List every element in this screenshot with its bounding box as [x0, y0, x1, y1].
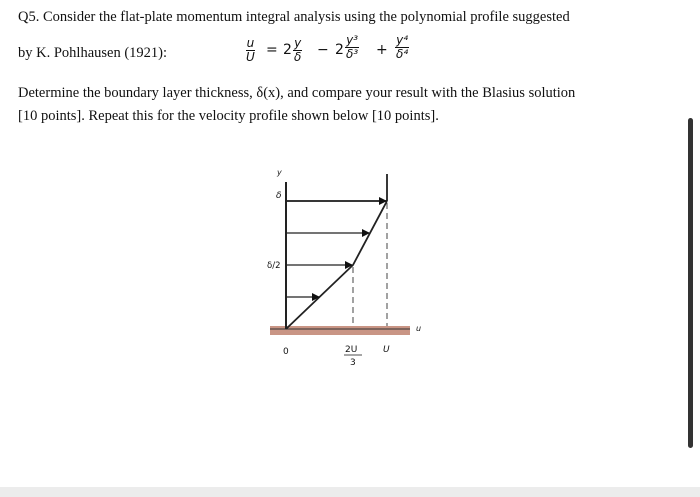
- delta-label: δ: [276, 191, 282, 201]
- minus-sign: −: [317, 42, 329, 58]
- u-velocity-label: U: [383, 345, 390, 355]
- two-thirds-u-denominator: 3: [350, 358, 356, 368]
- bottom-bar: [0, 487, 700, 497]
- coefficient-2: 2: [335, 42, 344, 58]
- y-axis-label: y: [277, 168, 282, 177]
- question-line-1: Q5. Consider the flat-plate momentum integral analysis using the polynomial profile suggested: [18, 9, 570, 25]
- flat-plate-wall: [270, 326, 410, 335]
- fraction-denominator: U: [246, 50, 255, 64]
- question-line-4: [10 points]. Repeat this for the velocity profile shown below [10 points].: [18, 108, 439, 124]
- fraction-numerator: y⁴: [396, 33, 409, 47]
- scrollbar[interactable]: [688, 118, 693, 448]
- fraction-numerator: u: [246, 36, 255, 50]
- origin-label: 0: [283, 347, 289, 357]
- two-thirds-u-numerator: 2U: [345, 345, 358, 355]
- fraction-denominator: δ⁴: [396, 47, 409, 61]
- plus-sign: +: [376, 42, 388, 58]
- fraction-denominator: δ: [294, 50, 302, 64]
- coefficient-1: 2: [283, 42, 292, 58]
- u-axis-label: u: [416, 324, 422, 333]
- fraction-numerator: y: [294, 36, 302, 50]
- equals-sign: =: [266, 42, 278, 58]
- half-delta-label: δ/2: [267, 261, 281, 271]
- fraction-denominator: δ³: [346, 47, 359, 61]
- fraction-numerator: y³: [346, 33, 359, 47]
- question-line-2: by K. Pohlhausen (1921):: [18, 45, 168, 61]
- question-line-3: Determine the boundary layer thickness, δ(x), and compare your result with the Blasius solution: [18, 85, 576, 101]
